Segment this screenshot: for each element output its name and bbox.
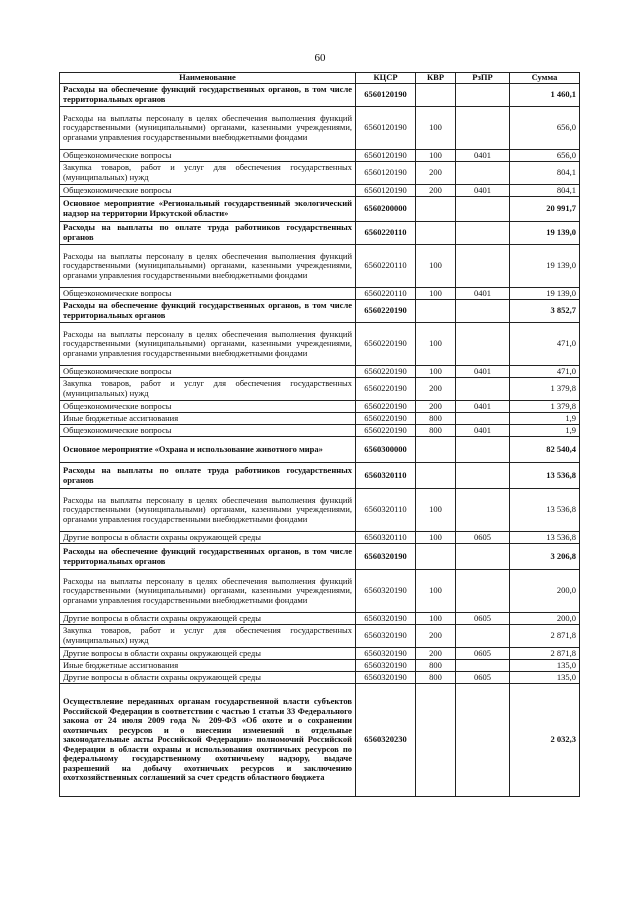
cell-kvr: 100	[416, 107, 456, 150]
header-kcsr: КЦСР	[356, 73, 416, 84]
cell-sum: 19 139,0	[510, 222, 580, 245]
table-row	[60, 570, 580, 613]
cell-kcsr: 6560320190	[356, 672, 416, 684]
cell-name: Расходы на выплаты персоналу в целях обеспечения выполнения функций государственными (муниципальными) органами, казенными учреждениями, органами управления государственными внебюджетными фондами	[60, 107, 356, 150]
cell-name: Другие вопросы в области охраны окружающей среды	[60, 672, 356, 684]
cell-rzpr: 0605	[456, 648, 510, 660]
cell-kcsr: 6560320190	[356, 544, 416, 570]
cell-kvr	[416, 197, 456, 222]
page-number: 60	[314, 52, 326, 64]
cell-rzpr: 0605	[456, 672, 510, 684]
cell-sum: 1 379,8	[510, 378, 580, 401]
cell-rzpr	[456, 544, 510, 570]
cell-kcsr: 6560320190	[356, 660, 416, 672]
cell-sum: 82 540,4	[510, 437, 580, 463]
cell-name: Расходы на обеспечение функций государственных органов, в том числе территориальных органов	[60, 544, 356, 570]
cell-rzpr	[456, 245, 510, 288]
table-row	[60, 84, 580, 107]
cell-sum: 200,0	[510, 570, 580, 613]
cell-rzpr	[456, 197, 510, 222]
cell-name: Основное мероприятие «Охрана и использование животного мира»	[60, 437, 356, 463]
cell-sum: 135,0	[510, 672, 580, 684]
table-row	[60, 532, 580, 544]
cell-rzpr	[456, 463, 510, 489]
header-rzpr: РзПР	[456, 73, 510, 84]
cell-name: Расходы на выплаты персоналу в целях обеспечения выполнения функций государственными (муниципальными) органами, казенными учреждениями, органами управления государственными внебюджетными фондами	[60, 570, 356, 613]
cell-sum: 20 991,7	[510, 197, 580, 222]
table-header-row	[60, 73, 580, 84]
cell-rzpr: 0401	[456, 185, 510, 197]
table-row	[60, 437, 580, 463]
table-row	[60, 401, 580, 413]
cell-name: Закупка товаров, работ и услуг для обеспечения государственных (муниципальных) нужд	[60, 625, 356, 648]
cell-name: Расходы на выплаты по оплате труда работников государственных органов	[60, 222, 356, 245]
cell-rzpr: 0401	[456, 401, 510, 413]
cell-kvr: 200	[416, 185, 456, 197]
table-row	[60, 323, 580, 366]
cell-name: Расходы на выплаты по оплате труда работников государственных органов	[60, 463, 356, 489]
cell-sum: 2 871,8	[510, 648, 580, 660]
cell-kcsr: 6560320190	[356, 648, 416, 660]
cell-rzpr	[456, 107, 510, 150]
cell-rzpr	[456, 162, 510, 185]
table-row	[60, 300, 580, 323]
cell-sum: 656,0	[510, 107, 580, 150]
cell-rzpr: 0401	[456, 150, 510, 162]
cell-sum: 3 206,8	[510, 544, 580, 570]
cell-kcsr: 6560320110	[356, 463, 416, 489]
table-row	[60, 544, 580, 570]
cell-kcsr: 6560200000	[356, 197, 416, 222]
cell-kcsr: 6560320190	[356, 625, 416, 648]
table-row	[60, 684, 580, 797]
cell-sum: 1,9	[510, 425, 580, 437]
table-row	[60, 672, 580, 684]
budget-table	[59, 72, 580, 797]
cell-sum: 2 032,3	[510, 684, 580, 797]
cell-rzpr	[456, 413, 510, 425]
cell-name: Другие вопросы в области охраны окружающей среды	[60, 532, 356, 544]
table-row	[60, 197, 580, 222]
cell-kvr: 200	[416, 648, 456, 660]
cell-sum: 3 852,7	[510, 300, 580, 323]
cell-rzpr	[456, 300, 510, 323]
cell-sum: 19 139,0	[510, 245, 580, 288]
cell-kvr	[416, 463, 456, 489]
cell-sum: 2 871,8	[510, 625, 580, 648]
cell-kcsr: 6560220110	[356, 222, 416, 245]
cell-name: Закупка товаров, работ и услуг для обеспечения государственных (муниципальных) нужд	[60, 162, 356, 185]
table-row	[60, 245, 580, 288]
cell-kvr: 800	[416, 672, 456, 684]
cell-kvr: 100	[416, 613, 456, 625]
cell-kvr: 100	[416, 245, 456, 288]
cell-sum: 13 536,8	[510, 489, 580, 532]
table-row	[60, 625, 580, 648]
cell-rzpr	[456, 437, 510, 463]
table-row	[60, 378, 580, 401]
cell-name: Иные бюджетные ассигнования	[60, 660, 356, 672]
table-row	[60, 613, 580, 625]
table-row	[60, 162, 580, 185]
cell-kcsr: 6560120190	[356, 185, 416, 197]
table-row	[60, 185, 580, 197]
table-row	[60, 425, 580, 437]
cell-rzpr: 0605	[456, 532, 510, 544]
cell-kcsr: 6560320190	[356, 570, 416, 613]
cell-name: Иные бюджетные ассигнования	[60, 413, 356, 425]
table-row	[60, 489, 580, 532]
cell-name: Расходы на обеспечение функций государственных органов, в том числе территориальных органов	[60, 300, 356, 323]
cell-name: Общеэкономические вопросы	[60, 401, 356, 413]
cell-kvr: 100	[416, 366, 456, 378]
cell-kvr: 100	[416, 489, 456, 532]
table-body	[60, 84, 580, 797]
cell-rzpr	[456, 489, 510, 532]
cell-kcsr: 6560220190	[356, 366, 416, 378]
cell-name: Закупка товаров, работ и услуг для обеспечения государственных (муниципальных) нужд	[60, 378, 356, 401]
cell-kvr	[416, 300, 456, 323]
table-row	[60, 150, 580, 162]
cell-kcsr: 6560220110	[356, 288, 416, 300]
cell-rzpr	[456, 222, 510, 245]
cell-name: Расходы на выплаты персоналу в целях обеспечения выполнения функций государственными (муниципальными) органами, казенными учреждениями, органами управления государственными внебюджетными фондами	[60, 323, 356, 366]
table-row	[60, 288, 580, 300]
cell-rzpr: 0401	[456, 366, 510, 378]
table-row	[60, 107, 580, 150]
cell-sum: 471,0	[510, 366, 580, 378]
cell-kcsr: 6560220190	[356, 413, 416, 425]
cell-rzpr	[456, 660, 510, 672]
cell-kcsr: 6560220190	[356, 425, 416, 437]
header-sum: Сумма	[510, 73, 580, 84]
cell-kvr: 200	[416, 162, 456, 185]
cell-rzpr	[456, 378, 510, 401]
cell-kcsr: 6560220190	[356, 323, 416, 366]
cell-kvr: 800	[416, 660, 456, 672]
cell-kvr	[416, 684, 456, 797]
cell-kcsr: 6560320110	[356, 489, 416, 532]
cell-name: Общеэкономические вопросы	[60, 288, 356, 300]
cell-kvr	[416, 544, 456, 570]
cell-kvr	[416, 437, 456, 463]
cell-kcsr: 6560320230	[356, 684, 416, 797]
cell-rzpr: 0605	[456, 613, 510, 625]
cell-kvr: 100	[416, 532, 456, 544]
cell-kvr: 200	[416, 625, 456, 648]
table-row	[60, 463, 580, 489]
cell-kcsr: 6560220190	[356, 378, 416, 401]
cell-name: Расходы на обеспечение функций государственных органов, в том числе территориальных органов	[60, 84, 356, 107]
cell-name: Другие вопросы в области охраны окружающей среды	[60, 648, 356, 660]
header-name: Наименование	[60, 73, 356, 84]
cell-kvr: 100	[416, 150, 456, 162]
cell-kcsr: 6560120190	[356, 107, 416, 150]
cell-rzpr: 0401	[456, 288, 510, 300]
cell-name: Общеэкономические вопросы	[60, 366, 356, 378]
cell-sum: 656,0	[510, 150, 580, 162]
cell-sum: 804,1	[510, 185, 580, 197]
cell-sum: 13 536,8	[510, 463, 580, 489]
table-row	[60, 660, 580, 672]
cell-kvr	[416, 84, 456, 107]
cell-kvr: 200	[416, 378, 456, 401]
cell-sum: 19 139,0	[510, 288, 580, 300]
cell-kvr: 100	[416, 288, 456, 300]
cell-kvr	[416, 222, 456, 245]
cell-name: Основное мероприятие «Региональный государственный экологический надзор на территории Иркутской области»	[60, 197, 356, 222]
cell-rzpr	[456, 625, 510, 648]
cell-sum: 1 379,8	[510, 401, 580, 413]
cell-kcsr: 6560220190	[356, 401, 416, 413]
table-row	[60, 222, 580, 245]
cell-sum: 804,1	[510, 162, 580, 185]
cell-kcsr: 6560320190	[356, 613, 416, 625]
cell-kcsr: 6560220110	[356, 245, 416, 288]
cell-rzpr	[456, 570, 510, 613]
cell-name: Осуществление переданных органам государственной власти субъектов Российской Федерации в соответствии с частью 1 статьи 33 Федерального закона от 24 июля 2009 года № 209-ФЗ «Об охоте и о сохранении охотничьих ресурсов и о внесении изменений в отдельные законодательные акты Российской Федерации» полномочий Российской Федерации в области охраны и использования охотничьих ресурсов по федеральному государственному охотничьему надзору, выдаче разрешений на добычу охотничьих ресурсов и заключению охотхозяйственных соглашений за счет средств областного бюджета	[60, 684, 356, 797]
cell-name: Расходы на выплаты персоналу в целях обеспечения выполнения функций государственными (муниципальными) органами, казенными учреждениями, органами управления государственными внебюджетными фондами	[60, 489, 356, 532]
table-row	[60, 648, 580, 660]
cell-kvr: 100	[416, 570, 456, 613]
cell-kcsr: 6560120190	[356, 162, 416, 185]
cell-kcsr: 6560120190	[356, 150, 416, 162]
cell-name: Общеэкономические вопросы	[60, 150, 356, 162]
cell-sum: 1,9	[510, 413, 580, 425]
cell-kvr: 200	[416, 401, 456, 413]
cell-sum: 471,0	[510, 323, 580, 366]
cell-rzpr	[456, 323, 510, 366]
cell-sum: 1 460,1	[510, 84, 580, 107]
cell-name: Общеэкономические вопросы	[60, 185, 356, 197]
cell-kvr: 800	[416, 425, 456, 437]
table-row	[60, 413, 580, 425]
cell-sum: 135,0	[510, 660, 580, 672]
cell-rzpr	[456, 84, 510, 107]
cell-kcsr: 6560320110	[356, 532, 416, 544]
cell-rzpr	[456, 684, 510, 797]
cell-name: Общеэкономические вопросы	[60, 425, 356, 437]
cell-kvr: 100	[416, 323, 456, 366]
table-row	[60, 366, 580, 378]
cell-sum: 200,0	[510, 613, 580, 625]
cell-kcsr: 6560300000	[356, 437, 416, 463]
cell-kvr: 800	[416, 413, 456, 425]
cell-kcsr: 6560120190	[356, 84, 416, 107]
cell-name: Другие вопросы в области охраны окружающей среды	[60, 613, 356, 625]
cell-name: Расходы на выплаты персоналу в целях обеспечения выполнения функций государственными (муниципальными) органами, казенными учреждениями, органами управления государственными внебюджетными фондами	[60, 245, 356, 288]
header-kvr: КВР	[416, 73, 456, 84]
cell-sum: 13 536,8	[510, 532, 580, 544]
cell-rzpr: 0401	[456, 425, 510, 437]
cell-kcsr: 6560220190	[356, 300, 416, 323]
